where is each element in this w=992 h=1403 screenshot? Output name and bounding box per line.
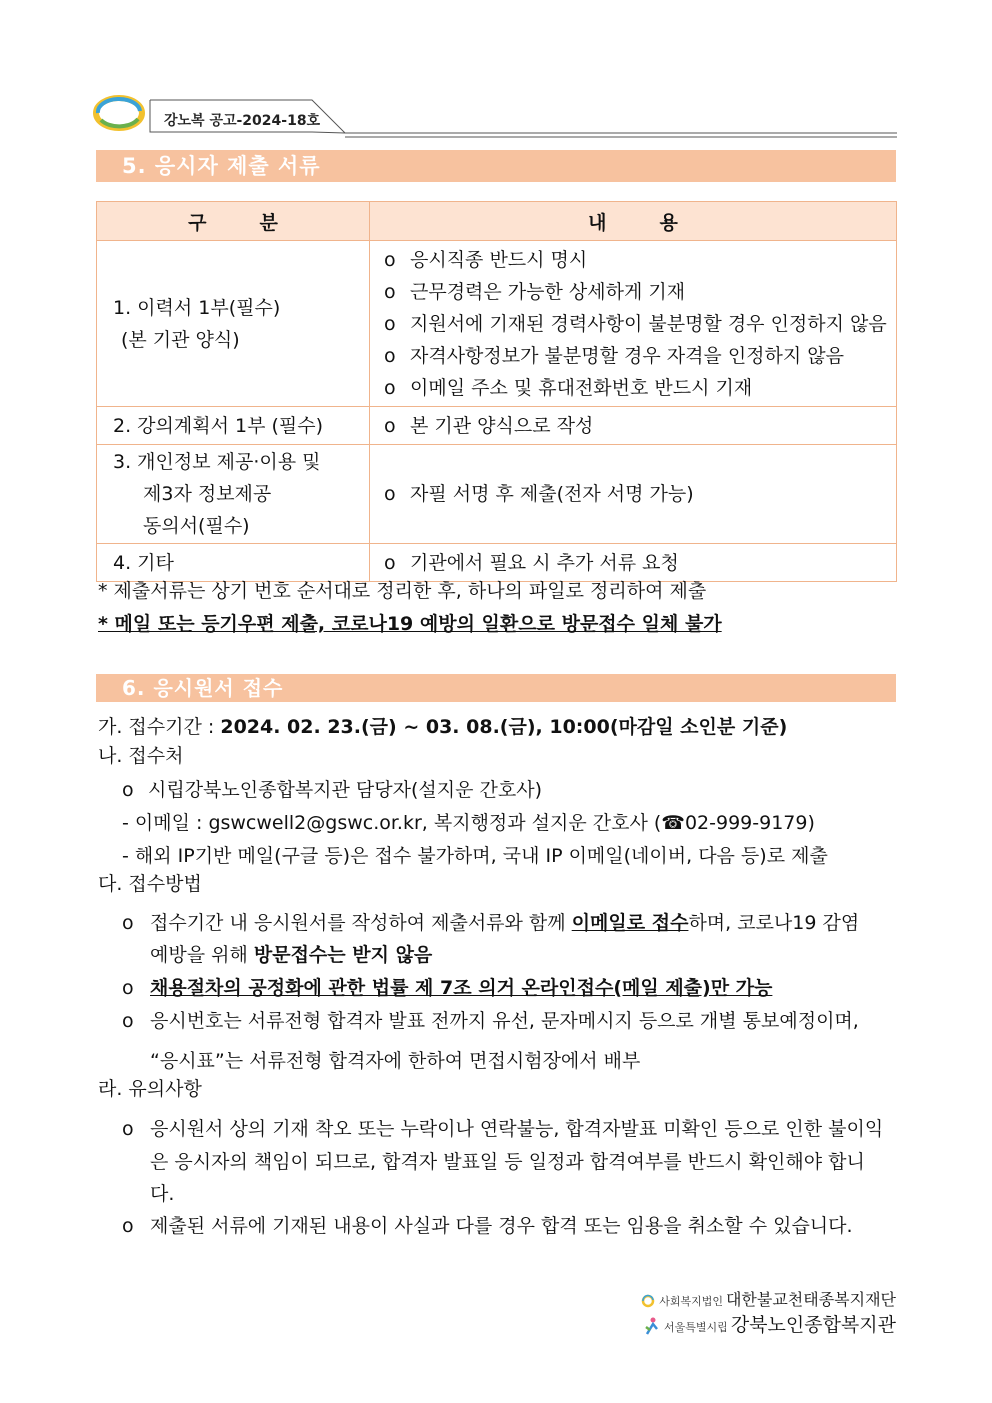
bullet-icon: o: [122, 779, 134, 801]
method-item-1-cont: [150, 940, 432, 967]
notice-number: 강노복 공고-2024-18호: [164, 113, 321, 129]
row-content: [370, 445, 897, 544]
section-5-title: 5. 응시자 제출 서류: [96, 150, 896, 182]
list-item: o 자격사항정보가 불분명할 경우 자격을 인정하지 않음: [384, 340, 895, 372]
row-content: [370, 407, 897, 445]
row-category: 4. 기타: [97, 544, 370, 582]
method-item-2: [122, 973, 772, 1000]
method-item-3-cont: “응시표”는 서류전형 합격자에 한하여 면접시험장에서 배부: [150, 1050, 641, 1072]
list-item: o 지원서에 기재된 경력사항이 불분명할 경우 인정하지 않음: [384, 308, 895, 340]
org-1-name: 대한불교천태종복지재단: [725, 1290, 896, 1309]
method-emphasis: 방문접수는 받지 않음: [253, 944, 433, 966]
method-text: 예방을 위해: [150, 944, 254, 966]
caution-item-1: [122, 1114, 883, 1141]
place-email: - 이메일 : gswcwell2@gswc.or.kr, 복지행정과 설지운 간호사 (☎02-999-9179): [122, 812, 815, 834]
foundation-logo-icon: [641, 1294, 655, 1308]
caution-label: 라. 유의사항: [98, 1078, 202, 1100]
header-content: 내 용: [370, 202, 897, 241]
list-item: o 기관에서 필요 시 추가 서류 요청: [384, 547, 895, 579]
table-header-row: [97, 202, 897, 241]
category-line: 동의서(필수): [143, 515, 250, 537]
place-main-text: 시립강북노인종합복지관 담당자(설지운 간호사): [148, 779, 542, 801]
list-item: o 본 기관 양식으로 작성: [384, 410, 895, 442]
row-content: [370, 241, 897, 407]
bullet-icon: o: [122, 1215, 134, 1237]
method-label: 다. 접수방법: [98, 873, 202, 895]
bullet-icon: o: [122, 1118, 134, 1140]
caution-item-1-end: 다.: [150, 1183, 175, 1205]
row-category: [97, 445, 370, 544]
period-label: 가. 접수기간 :: [98, 716, 221, 738]
caution-item-1-cont: 은 응시자의 책임이 되므로, 합격자 발표일 등 일정과 합격여부를 반드시 확인해야 합니: [150, 1151, 865, 1173]
organization-logo-icon: [93, 93, 145, 133]
list-item: o 자필 서명 후 제출(전자 서명 가능): [384, 478, 895, 510]
place-label: 나. 접수처: [98, 745, 184, 767]
list-item: o 응시직종 반드시 명시: [384, 244, 895, 276]
center-logo-icon: [644, 1317, 660, 1335]
footer-org-2: [644, 1310, 896, 1337]
bullet-icon: o: [122, 977, 134, 999]
table-row: [97, 407, 897, 445]
org-2-prefix: 서울특별시립: [664, 1321, 728, 1334]
method-emphasis: 이메일로 접수: [571, 912, 689, 934]
period-value: 2024. 02. 23.(금) ~ 03. 08.(금), 10:00(마감일 소인분 기준): [220, 716, 788, 738]
method-text: 응시번호는 서류전형 합격자 발표 전까지 유선, 문자메시지 등으로 개별 통보예정이며,: [150, 1010, 859, 1032]
category-line: (본 기관 양식): [121, 328, 240, 351]
place-main: [122, 775, 542, 802]
category-line: 3. 개인정보 제공·이용 및: [113, 451, 321, 473]
bullet-icon: o: [122, 912, 134, 934]
org-2-name: 강북노인종합복지관: [730, 1314, 896, 1336]
method-emphasis: 채용절차의 공정화에 관한 법률 제 7조 의거 온라인접수(메일 제출)만 가능: [150, 977, 773, 999]
row-category: 2. 강의계획서 1부 (필수): [97, 407, 370, 445]
table-row: [97, 445, 897, 544]
important-note: * 메일 또는 등기우편 제출, 코로나19 예방의 일환으로 방문접수 일체 불가: [98, 613, 722, 635]
row-category: [97, 241, 370, 407]
category-line: 1. 이력서 1부(필수): [113, 296, 281, 319]
category-line: 제3자 정보제공: [143, 483, 272, 505]
caution-text: 제출된 서류에 기재된 내용이 사실과 다를 경우 합격 또는 임용을 취소할 수 있습니다.: [150, 1215, 853, 1237]
period-line: [98, 712, 787, 739]
method-text: 하며, 코로나19 감염: [688, 912, 860, 934]
header-category: 구 분: [97, 202, 370, 241]
method-item-1: [122, 908, 859, 935]
caution-text: 응시원서 상의 기재 착오 또는 누락이나 연락불능, 합격자발표 미확인 등으로 인한 불이익: [150, 1118, 884, 1140]
method-text: 접수기간 내 응시원서를 작성하여 제출서류와 함께: [150, 912, 572, 934]
header-divider: [0, 0, 992, 150]
caution-item-2: [122, 1211, 853, 1238]
table-row: [97, 241, 897, 407]
list-item: o 이메일 주소 및 휴대전화번호 반드시 기재: [384, 372, 895, 404]
list-item: o 근무경력은 가능한 상세하게 기재: [384, 276, 895, 308]
org-1-prefix: 사회복지법인: [659, 1295, 723, 1308]
method-item-3: [122, 1006, 859, 1033]
note-text: * 제출서류는 상기 번호 순서대로 정리한 후, 하나의 파일로 정리하여 제출: [98, 580, 707, 602]
place-note: - 해외 IP기반 메일(구글 등)은 접수 불가하며, 국내 IP 이메일(네이버, 다음 등)로 제출: [122, 845, 828, 867]
footer-org-1: [641, 1287, 896, 1310]
documents-table: [96, 201, 897, 582]
section-6-title: 6. 응시원서 접수: [96, 674, 896, 702]
bullet-icon: o: [122, 1010, 134, 1032]
